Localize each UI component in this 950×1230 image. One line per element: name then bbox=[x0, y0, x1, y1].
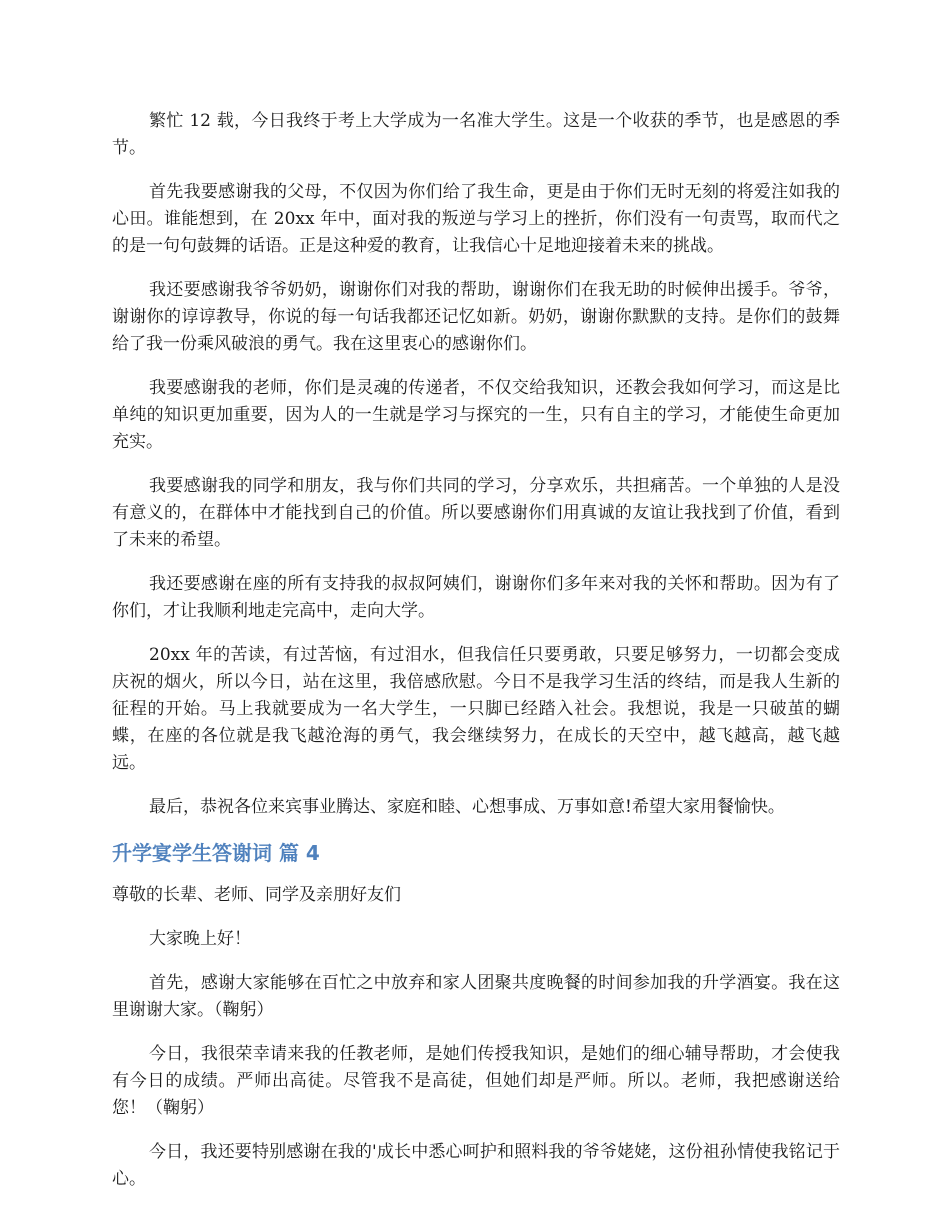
section-heading: 升学宴学生答谢词 篇 4 bbox=[112, 841, 320, 865]
paragraph-thanks-grandparents-2: 今日，我还要特别感谢在我的'成长中悉心呵护和照料我的爷爷姥姥，这份祖孙情使我铭记于心。 bbox=[112, 1142, 840, 1189]
paragraph-intro: 繁忙 12 载，今日我终于考上大学成为一名准大学生。这是一个收获的季节，也是感恩的季节。 bbox=[112, 111, 840, 158]
paragraph-thanks-friends: 我要感谢我的同学和朋友，我与你们共同的学习，分享欢乐，共担痛苦。一个单独的人是没有意义的，在群体中才能找到自己的价值。所以要感谢你们用真诚的友谊让我找到了价值，看到了未来的希望。 bbox=[112, 476, 840, 550]
paragraph-thanks-guests: 首先，感谢大家能够在百忙之中放弃和家人团聚共度晚餐的时间参加我的升学酒宴。我在这里谢谢大家。（鞠躬） bbox=[112, 973, 840, 1020]
paragraph-thanks-teachers: 我要感谢我的老师，你们是灵魂的传递者，不仅交给我知识，还教会我如何学习，而这是比单纯的知识更加重要，因为人的一生就是学习与探究的一生，只有自主的学习，才能使生命更加充实。 bbox=[112, 378, 840, 452]
paragraph-thanks-teachers-2: 今日，我很荣幸请来我的任教老师，是她们传授我知识，是她们的细心辅导帮助，才会使我有今日的成绩。严师出高徒。尽管我不是高徒，但她们却是严师。所以。老师，我把感谢送给您！（鞠躬） bbox=[112, 1044, 840, 1118]
paragraph-greeting: 大家晚上好！ bbox=[149, 929, 251, 949]
paragraph-reflection: 20xx 年的苦读，有过苦恼，有过泪水，但我信任只要勇敢，只要足够努力，一切都会变成庆祝的烟火，所以今日，站在这里，我倍感欣慰。今日不是我学习生活的终结，而是我人生新的征程的开始。马上我就要成为一名大学生，一只脚已经踏入社会。我想说，我是一只破茧的蝴蝶，在座的各位就是我飞越沧海的勇气，我会继续努力，在成长的天空中，越飞越高，越飞越远。 bbox=[112, 645, 840, 773]
paragraph-thanks-parents: 首先我要感谢我的父母，不仅因为你们给了我生命，更是由于你们无时无刻的将爱注如我的心田。谁能想到，在 20xx 年中，面对我的叛逆与学习上的挫折，你们没有一句责骂，取而代之的是一句句鼓舞的话语。正是这种爱的教育，让我信心十足地迎接着未来的挑战。 bbox=[112, 182, 840, 256]
paragraph-thanks-grandparents: 我还要感谢我爷爷奶奶，谢谢你们对我的帮助，谢谢你们在我无助的时候伸出援手。爷爷，谢谢你的谆谆教导，你说的每一句话我都还记忆如新。奶奶，谢谢你默默的支持。是你们的鼓舞给了我一份乘风破浪的勇气。我在这里衷心的感谢你们。 bbox=[112, 280, 840, 354]
paragraph-thanks-relatives: 我还要感谢在座的所有支持我的叔叔阿姨们，谢谢你们多年来对我的关怀和帮助。因为有了你们，才让我顺利地走完高中，走向大学。 bbox=[112, 574, 840, 621]
document-page bbox=[112, 108, 840, 1210]
salutation: 尊敬的长辈、老师、同学及亲朋好友们 bbox=[112, 885, 401, 905]
paragraph-closing: 最后，恭祝各位来宾事业腾达、家庭和睦、心想事成、万事如意!希望大家用餐愉快。 bbox=[149, 797, 785, 817]
